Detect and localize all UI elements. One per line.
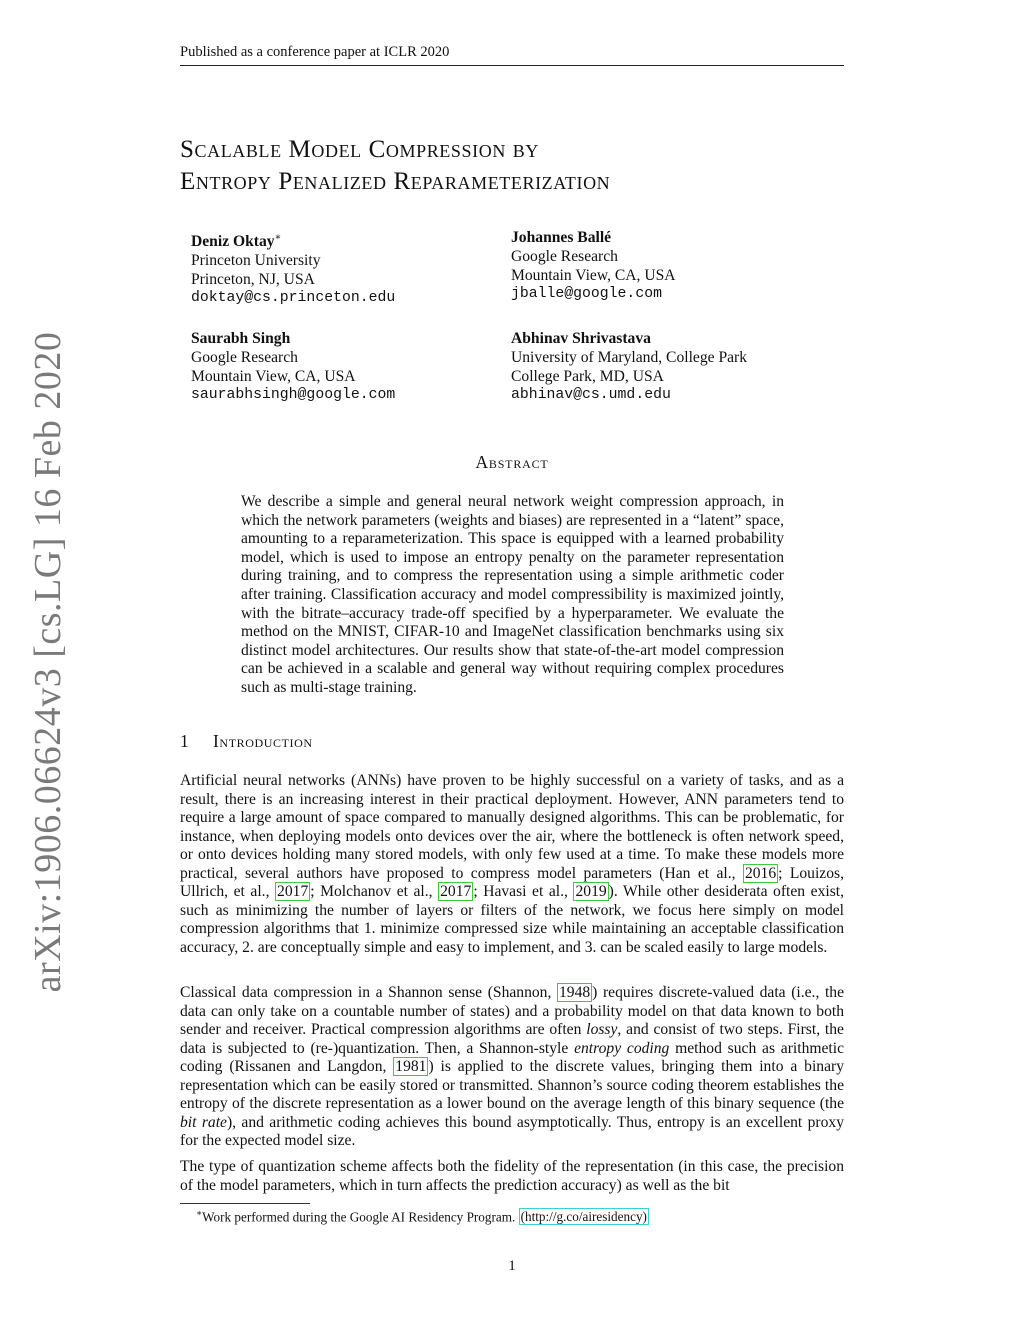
author-email: abhinav@cs.umd.edu [511,387,671,403]
section-heading [180,731,313,752]
paper-title [180,134,844,198]
author-name: Saurabh Singh [191,330,291,347]
section-title: Introduction [213,731,313,751]
author-location: College Park, MD, USA [511,368,664,385]
footnote-rule [180,1203,310,1204]
footnote-url-link[interactable]: (http://g.co/airesidency) [520,1209,647,1225]
citation-link[interactable]: 1981 [395,1058,427,1075]
abstract-heading: Abstract [475,452,549,472]
author-location: Mountain View, CA, USA [191,368,356,385]
author-affiliation: Princeton University [191,252,321,270]
author-block [191,228,395,308]
abstract-text: We describe a simple and general neural network weight compression approach, in which the network parameters (weights and biases) are represented in a “latent” space, amounting to a reparameterization. This space is equipped with a learned probability model, which is used to impose an entropy penalty on the parameter representation during training, and to compress the representation using a simple arithmetic coder after training. Classification accuracy and model compressibility is maximized jointly, with the bitrate–accuracy trade-off specified by a hyperparameter. We evaluate the method on the MNIST, CIFAR-10 and ImageNet classification benchmarks using six distinct model architectures. Our results show that state-of-the-art model compression can be achieved in a scalable and general way without requiring complex procedures such as multi-stage training. [241,493,784,696]
arxiv-identifier: arXiv:1906.06624v3 [cs.LG] 16 Feb 2020 [27,331,69,993]
citation-link[interactable]: 2016 [744,864,777,882]
footnote-marker: ∗ [274,232,282,243]
intro-paragraph-2: Classical data compression in a Shannon sense (Shannon, 1948 ) requires discrete-valued data (i.e., the data can only take on a countable number of states) and a probability model on that data known to both sender and receiver. Practical compression algorithms are often lossy, and consist of two steps. First, the data is subjected to (re-)quantization. Then, a Shannon-style entropy coding method such as arithmetic coding (Rissanen and Langdon, 1981 ) is applied to the discrete values, bringing them into a binary representation which can be easily stored or transmitted. Shannon’s source coding theorem establishes the entropy of the discrete representation as a lower bound on the average length of this binary sequence (the bit rate), and arithmetic coding achieves this bound asymptotically. Thus, entropy is an excellent proxy for the expected model size. [180,984,845,1149]
citation-link[interactable]: 2017 [277,883,309,900]
author-affiliation: Google Research [511,248,618,265]
author-block [511,329,747,405]
title-line-2: Entropy Penalized Reparameterization [180,168,611,195]
citation-link[interactable]: 2019 [575,883,607,900]
author-affiliation: University of Maryland, College Park [511,349,748,366]
author-affiliation: Google Research [191,349,298,366]
author-email: jballe@google.com [511,286,662,302]
page-number: 1 [508,1258,516,1274]
author-block [191,329,395,405]
author-location: Mountain View, CA, USA [511,267,676,284]
running-header: Published as a conference paper at ICLR 2020 [180,44,844,66]
author-email: saurabhsingh@google.com [191,387,396,403]
intro-paragraph-1: Artificial neural networks (ANNs) have proven to be highly successful on a variety of tasks, and as a result, there is an increasing interest in their practical deployment. However, ANN parameters tend to require a large amount of space compared to manually designed algorithms. This can be problematic, for instance, when deploying models onto devices over the air, where the bottleneck is often network speed, or onto devices holding many stored models, with only few used at a time. To make these models more practical, several authors have proposed to compress model parameters (Han et al., 2016 ; Louizos, Ullrich, et al., 2017 ; Molchanov et al., 2017 ; Havasi et al., 2019 ). While other desiderata often exist, such as minimizing the number of layers or filters of the network, we focus here simply on model compression algorithms that 1. minimize compressed size while maintaining an acceptable classification accuracy, 2. are conceptually simple and easy to implement, and 3. can be scaled easily to large models. [180,772,844,956]
author-location: Princeton, NJ, USA [191,271,315,289]
footnote: ∗Work performed during the Google AI Residency Program. (http://g.co/airesidency) [196,1208,647,1225]
intro-paragraph-3: The type of quantization scheme affects both the fidelity of the representation (in this case, the precision of the model parameters, which in turn affects the prediction accuracy) as well as the bit [180,1158,844,1194]
author-name: Abhinav Shrivastava [511,330,651,347]
author-name: Johannes Ballé [511,229,612,246]
citation-link[interactable]: 2017 [440,883,472,900]
title-line-1: Scalable Model Compression by [180,136,539,163]
author-block [511,228,676,304]
section-number: 1 [180,731,190,751]
author-name: Deniz Oktay∗ [191,232,282,251]
citation-link[interactable]: 1948 [558,984,591,1001]
author-email: doktay@cs.princeton.edu [191,290,396,307]
